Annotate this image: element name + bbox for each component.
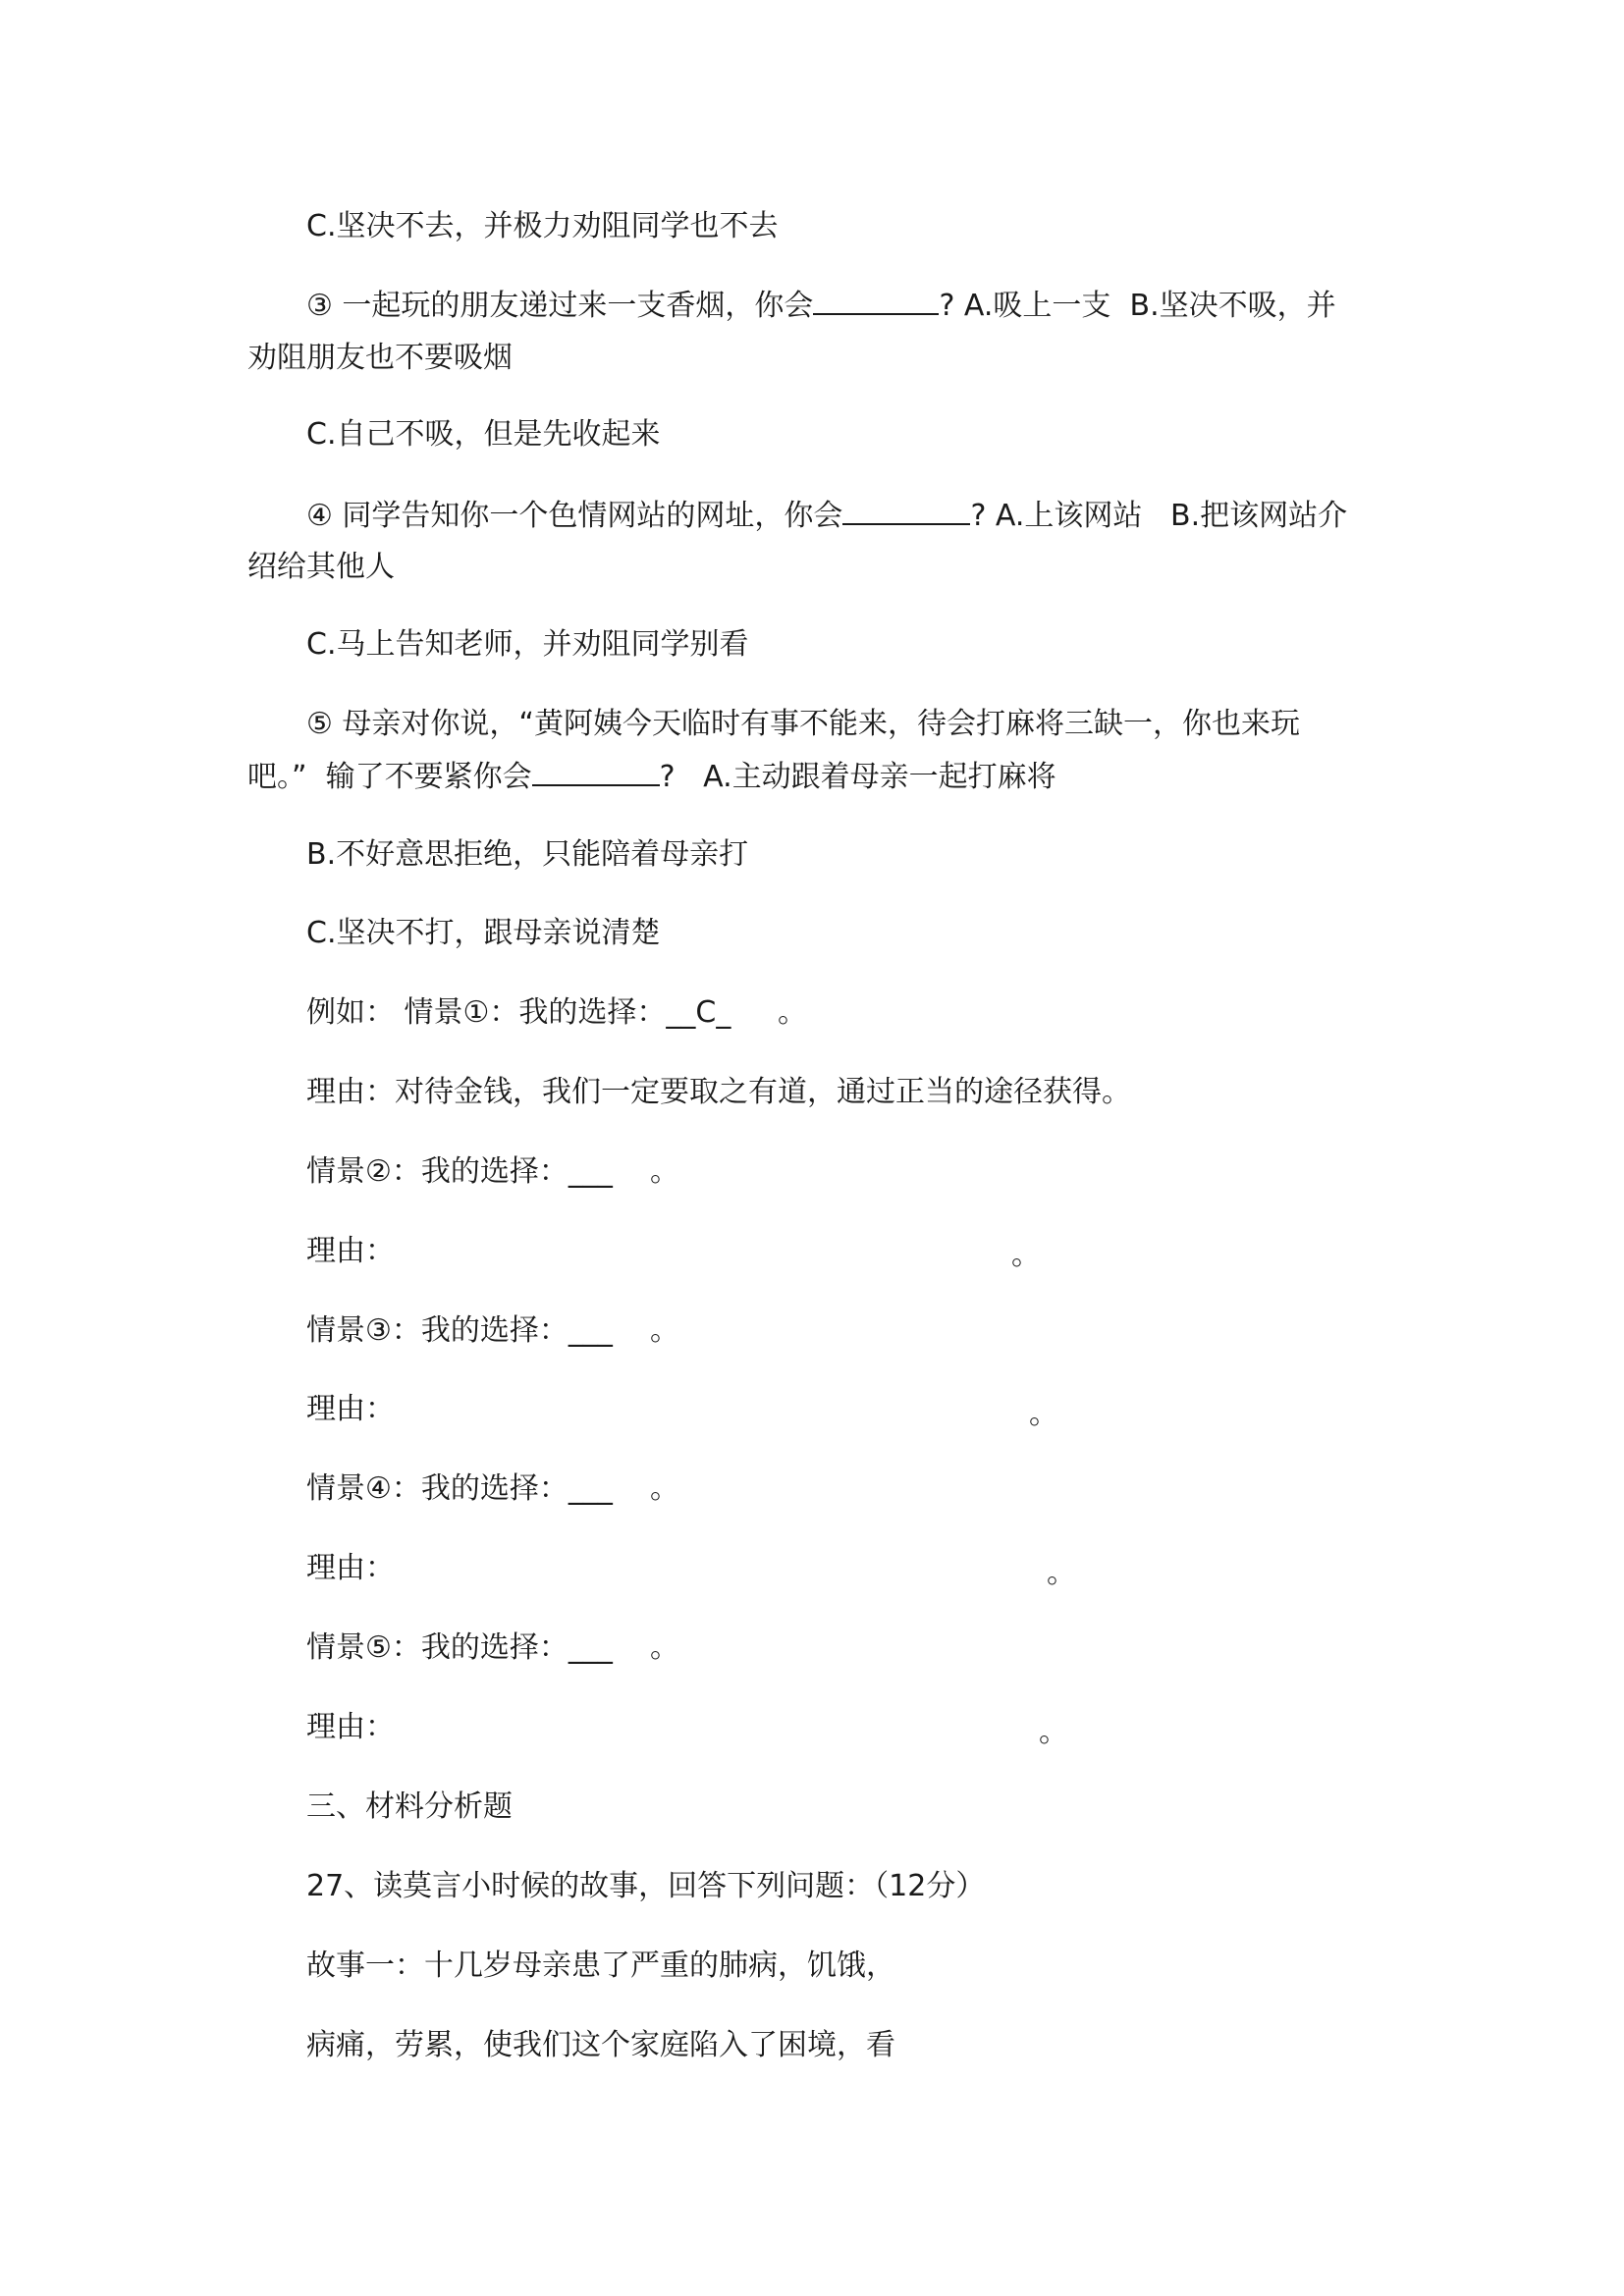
scenario-4-reason-end: 。 (1047, 1556, 1076, 1590)
question-5-option-a: ? A.主动跟着母亲一起打麻将 (659, 760, 1056, 794)
scenario-4-choice: 情景④：我的选择：___ 。 (306, 1471, 680, 1506)
question-4-prompt: ④ 同学告知你一个色情网站的网址，你会 (306, 499, 843, 533)
section-heading: 三、材料分析题 (306, 1789, 513, 1824)
scenario-3-reason-label: 理由： (306, 1392, 395, 1426)
question-5-prompt-end: 吧。” 输了不要紧你会 (247, 760, 532, 794)
scenario-5-reason-label: 理由： (306, 1710, 395, 1744)
example-choice: 例如： 情景①：我的选择：__C_ 。 (306, 995, 808, 1030)
question-5-option-c: C.坚决不打，跟母亲说清楚 (306, 916, 661, 950)
example-reason: 理由：对待金钱，我们一定要取之有道，通过正当的途径获得。 (306, 1075, 1131, 1109)
question-5: ⑤ 母亲对你说，“黄阿姨今天临时有事不能来，待会打麻将三缺一，你也来玩 (306, 707, 1300, 741)
scenario-5-reason-end: 。 (1039, 1715, 1068, 1749)
story-1-line-1: 故事一：十几岁母亲患了严重的肺病，饥饿， (306, 1949, 895, 1983)
scenario-2-reason-end: 。 (1011, 1238, 1041, 1272)
question-3-prompt: ③ 一起玩的朋友递过来一支香烟，你会 (306, 289, 814, 323)
question-4 (306, 496, 1347, 536)
option-c-scenario-1: C.坚决不去，并极力劝阻同学也不去 (306, 209, 779, 243)
question-3-options: ? A.吸上一支 B.坚决不吸，并 (939, 289, 1336, 323)
scenario-3-choice: 情景③：我的选择：___ 。 (306, 1313, 680, 1348)
question-27: 27、读莫言小时候的故事，回答下列问题：（12分） (306, 1869, 986, 1903)
scenario-4-reason-label: 理由： (306, 1551, 395, 1585)
question-4-options: ? A.上该网站 B.把该网站介 (970, 499, 1348, 533)
question-3-continued: 劝阻朋友也不要吸烟 (247, 341, 513, 375)
question-4-continued: 绍给其他人 (247, 550, 395, 584)
answer-blank (813, 286, 939, 315)
question-4-option-c: C.马上告知老师，并劝阻同学别看 (306, 627, 749, 662)
scenario-2-choice: 情景②：我的选择：___ 。 (306, 1154, 680, 1189)
scenario-5-choice: 情景⑤：我的选择：___ 。 (306, 1630, 680, 1665)
scenario-2-reason-label: 理由： (306, 1234, 395, 1268)
question-3-option-c: C.自己不吸，但是先收起来 (306, 417, 661, 452)
scenario-3-reason-end: 。 (1029, 1397, 1058, 1431)
story-1-line-2: 病痛，劳累，使我们这个家庭陷入了困境，看 (306, 2028, 895, 2062)
question-5-continued (247, 757, 1056, 797)
answer-blank (532, 757, 660, 786)
question-5-option-b: B.不好意思拒绝，只能陪着母亲打 (306, 837, 749, 872)
answer-blank (842, 496, 970, 525)
question-3 (306, 286, 1336, 326)
